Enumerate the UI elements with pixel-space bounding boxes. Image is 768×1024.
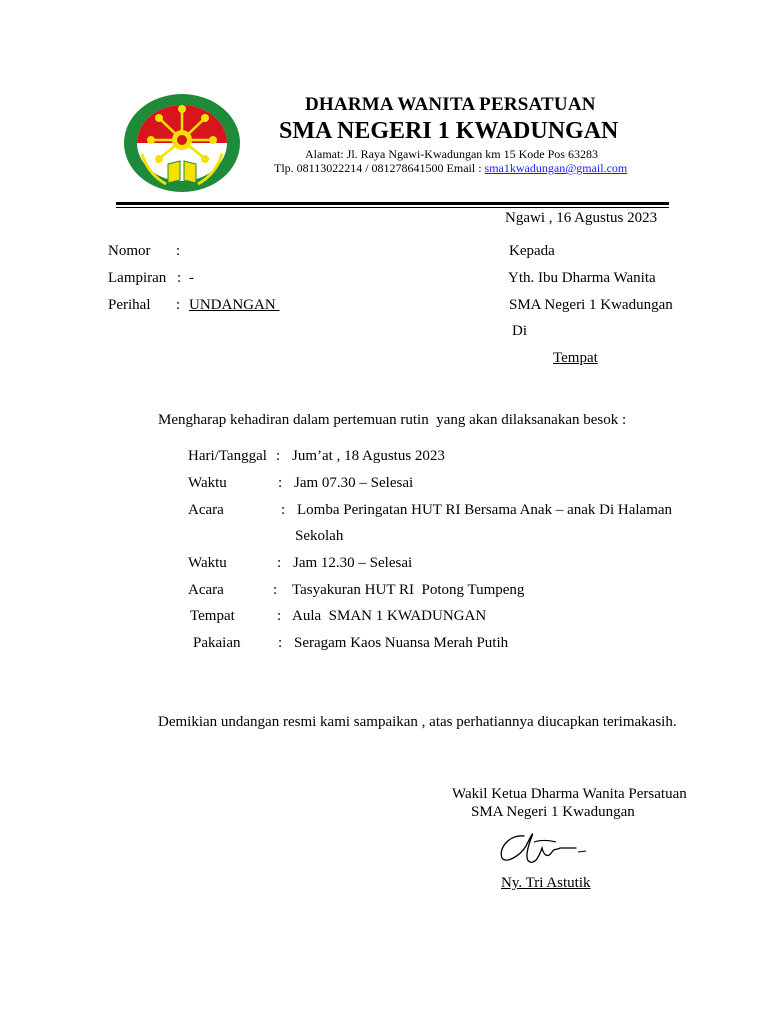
detail-value-waktu-2: Jam 12.30 – Selesai xyxy=(293,555,413,571)
detail-value-acara-2: Tasyakuran HUT RI Potong Tumpeng xyxy=(292,582,525,598)
detail-value-acara: Lomba Peringatan HUT RI Bersama Anak – anak Di Halaman xyxy=(297,502,673,518)
detail-sep: : xyxy=(277,555,282,571)
meta-label-lampiran: Lampiran xyxy=(108,270,167,286)
letter-date: Ngawi , 16 Agustus 2023 xyxy=(505,210,658,226)
detail-sep: : xyxy=(278,475,283,491)
contact-phone: Tlp. 08113022214 / 081278641500 Email : xyxy=(274,161,485,175)
detail-sep: : xyxy=(281,502,286,518)
contact-email-link[interactable]: sma1kwadungan@gmail.com xyxy=(484,161,628,175)
signature-title-1: Wakil Ketua Dharma Wanita Persatuan xyxy=(452,786,687,802)
detail-label-acara: Acara xyxy=(188,502,224,518)
letterhead-divider-thin xyxy=(116,207,669,208)
recipient-line-4: Di xyxy=(512,323,527,339)
detail-label-waktu: Waktu xyxy=(188,475,227,491)
detail-label-acara-2: Acara xyxy=(188,582,224,598)
school-logo xyxy=(122,92,242,194)
signature-title-2: SMA Negeri 1 Kwadungan xyxy=(471,804,635,820)
detail-sep: : xyxy=(278,635,283,651)
letterhead-divider-thick xyxy=(116,202,669,205)
meta-value-lampiran: - xyxy=(189,270,194,286)
meta-sep-nomor: : xyxy=(176,243,181,259)
detail-label-pakaian: Pakaian xyxy=(193,635,241,651)
closing-paragraph: Demikian undangan resmi kami sampaikan , atas perhatiannya diucapkan terimakasih. xyxy=(158,714,677,730)
detail-label-hari-tanggal: Hari/Tanggal xyxy=(188,448,267,464)
meta-sep-lampiran: : xyxy=(177,270,182,286)
recipient-line-2: Yth. Ibu Dharma Wanita xyxy=(508,270,656,286)
detail-value-hari-tanggal: Jum’at , 18 Agustus 2023 xyxy=(292,448,445,464)
signatory-name: Ny. Tri Astutik xyxy=(501,875,591,891)
detail-sep: : xyxy=(273,582,278,598)
school-name: SMA NEGERI 1 KWADUNGAN xyxy=(279,118,619,144)
recipient-line-5: Tempat xyxy=(553,350,598,366)
intro-paragraph: Mengharap kehadiran dalam pertemuan rutin yang akan dilaksanakan besok : xyxy=(158,412,627,428)
meta-label-nomor: Nomor xyxy=(108,243,151,259)
detail-value-tempat: Aula SMAN 1 KWADUNGAN xyxy=(292,608,487,624)
organization-name: DHARMA WANITA PERSATUAN xyxy=(305,94,596,115)
detail-value-pakaian: Seragam Kaos Nuansa Merah Putih xyxy=(294,635,509,651)
school-contact xyxy=(274,161,627,176)
detail-value-waktu: Jam 07.30 – Selesai xyxy=(294,475,414,491)
detail-label-waktu-2: Waktu xyxy=(188,555,227,571)
meta-label-perihal: Perihal xyxy=(108,297,151,313)
detail-sep: : xyxy=(277,608,282,624)
detail-sep: : xyxy=(276,448,281,464)
recipient-line-1: Kepada xyxy=(509,243,555,259)
recipient-line-3: SMA Negeri 1 Kwadungan xyxy=(509,297,673,313)
school-address: Alamat: Jl. Raya Ngawi-Kwadungan km 15 Kode Pos 63283 xyxy=(305,147,598,161)
detail-label-tempat: Tempat xyxy=(190,608,235,624)
signature-scribble xyxy=(494,826,590,866)
detail-value-acara-cont: Sekolah xyxy=(295,528,344,544)
meta-value-perihal: UNDANGAN xyxy=(189,297,280,313)
meta-sep-perihal: : xyxy=(176,297,181,313)
